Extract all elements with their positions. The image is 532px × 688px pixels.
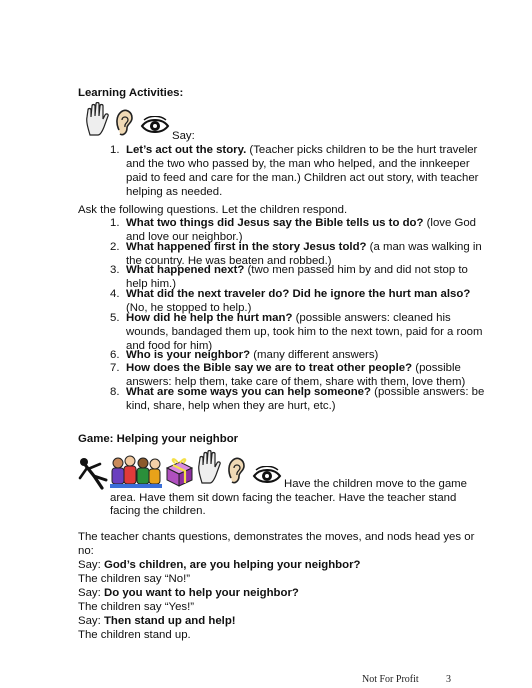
chant-block (78, 530, 518, 642)
chant-response: The children say “Yes!” (78, 601, 195, 613)
item-number: 6. (110, 349, 120, 361)
item-number: 8. (110, 386, 120, 398)
gift-box-icon (164, 456, 194, 488)
item-text: (No, he stopped to help.) (126, 302, 252, 314)
item-text: the country. He was beaten and robbed.) (126, 255, 332, 267)
item-bold: What two things did Jesus say the Bible tells us to do? (126, 217, 424, 229)
item-text: answers: help them, take care of them, share with them, love them) (126, 376, 466, 388)
item-number: 2. (110, 241, 120, 253)
senses-icons (84, 102, 174, 142)
item-text: helping as needed. (126, 186, 223, 198)
chant-response: The children say “No!” (78, 573, 191, 585)
say-label: Say: (78, 559, 104, 571)
say-label: Say: (78, 587, 104, 599)
chant-question: Do you want to help your neighbor? (103, 587, 299, 599)
game-desc-line: Have the children move to the game (284, 478, 467, 490)
item-text: wounds, bandaged them up, took him to the next town, paid for a room (126, 326, 483, 338)
item-text: (many different answers) (250, 349, 379, 361)
game-icons (78, 450, 288, 492)
item-text: paid to feed and care for the man.) Children act out story, with teacher (126, 172, 479, 184)
item-text: and food for him) (126, 340, 213, 352)
item-text: (Teacher picks children to be the hurt traveler (246, 144, 478, 156)
chant-intro: The teacher chants questions, demonstrates the moves, and nods head yes or (78, 531, 475, 543)
item-number: 5. (110, 312, 120, 324)
eye-icon (140, 116, 170, 136)
item-text: and the two who passed by, the man who helped, and the innkeeper (126, 158, 470, 170)
item-bold: What happened first in the story Jesus told? (126, 241, 367, 253)
chant-question: Then stand up and help! (103, 615, 236, 627)
stretching-person-icon (78, 456, 108, 490)
chant-say-line (78, 558, 518, 572)
item-text: help him.) (126, 278, 177, 290)
item-number: 4. (110, 288, 120, 300)
hand-icon (196, 450, 222, 484)
item-text: (possible answers: cleaned his (292, 312, 451, 324)
say-label: Say: (172, 130, 195, 142)
learning-heading: Learning Activities: (78, 87, 184, 99)
game-heading: Game: Helping your neighbor (78, 433, 239, 445)
item-bold: Let’s act out the story. (126, 144, 247, 156)
game-desc-line: facing the children. (110, 505, 206, 517)
eye-icon (252, 466, 282, 486)
page-number: 3 (446, 674, 451, 685)
item-bold: What did the next traveler do? Did he ignore the hurt man also? (126, 288, 471, 300)
hand-icon (84, 102, 110, 136)
item-bold: What happened next? (126, 264, 245, 276)
item-bold: How did he help the hurt man? (126, 312, 293, 324)
item-text: (a man was walking in (366, 241, 482, 253)
chant-intro: no: (78, 545, 94, 557)
item-number: 7. (110, 362, 120, 374)
item-number: 1. (110, 144, 120, 156)
chant-say-line (78, 614, 518, 628)
say-label: Say: (78, 615, 104, 627)
chant-response: The children stand up. (78, 629, 191, 641)
item-number: 3. (110, 264, 120, 276)
ear-icon (114, 108, 134, 138)
item-number: 1. (110, 217, 120, 229)
footer-text: Not For Profit (362, 674, 419, 685)
item-text: (possible (412, 362, 461, 374)
item-bold: Who is your neighbor? (126, 349, 251, 361)
ear-icon (226, 456, 246, 486)
chant-say-line (78, 586, 518, 600)
item-text: kind, share, help when they are hurt, etc.) (126, 400, 336, 412)
item-text: (possible answers: be (370, 386, 485, 398)
game-desc-line: area. Have them sit down facing the teacher. Have the teacher stand (110, 492, 457, 504)
item-text: and love our neighbor.) (126, 231, 243, 243)
item-bold: What are some ways you can help someone? (126, 386, 371, 398)
questions-intro: Ask the following questions. Let the children respond. (78, 204, 348, 216)
item-bold: How does the Bible say we are to treat other people? (126, 362, 413, 374)
chant-question: God’s children, are you helping your neighbor? (103, 559, 361, 571)
item-text: (love God (423, 217, 477, 229)
item-text: (two men passed him by and did not stop to (244, 264, 468, 276)
children-group-icon (110, 454, 162, 490)
